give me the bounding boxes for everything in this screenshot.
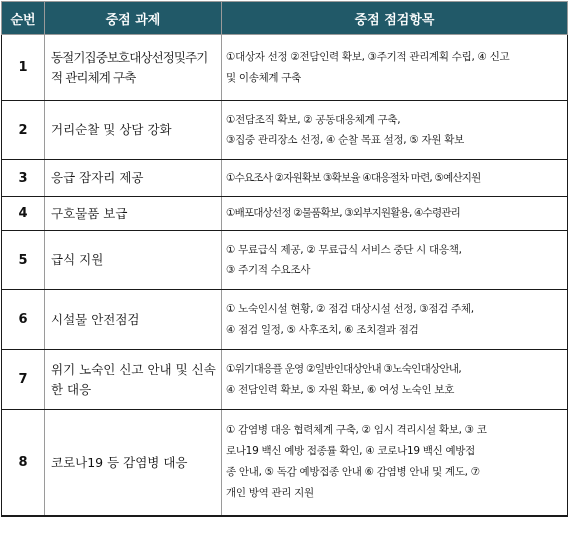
item-line: 로나19 백신 예방 접종률 확인, ④ 코로나19 백신 예방접 xyxy=(226,445,475,458)
row-items xyxy=(222,160,568,197)
row-task: 위기 노숙인 신고 안내 및 신속한 대응 xyxy=(45,350,222,410)
row-items xyxy=(222,410,568,516)
item-line: ①위기대응플 운영 ②일반인대상안내 ③노숙인대상안내, xyxy=(226,363,461,376)
table-row xyxy=(2,197,568,231)
table-row xyxy=(2,101,568,160)
item-line: ① 무료급식 제공, ② 무료급식 서비스 중단 시 대응책, xyxy=(226,243,462,256)
row-task: 급식 지원 xyxy=(45,231,222,290)
table-row xyxy=(2,231,568,290)
row-items xyxy=(222,197,568,231)
row-items xyxy=(222,35,568,101)
row-task: 응급 잠자리 제공 xyxy=(45,160,222,197)
item-line: ③ 주기적 수요조사 xyxy=(226,264,311,276)
row-task: 동절기집중보호대상선정및주기적 관리체계 구축 xyxy=(45,35,222,101)
item-line: ①전담조직 확보, ② 공동대응체계 구축, xyxy=(226,113,401,126)
item-line: ④ 점검 일정, ⑤ 사후조치, ⑥ 조치결과 점검 xyxy=(226,323,419,336)
row-items xyxy=(222,231,568,290)
row-task: 구호물품 보급 xyxy=(45,197,222,231)
item-line: ①대상자 선정 ②전담인력 확보, ③주기적 관리계획 수립, ④ 신고 xyxy=(226,51,510,64)
item-line: 및 이송체계 구축 xyxy=(226,71,301,84)
item-line: ①수요조사 ②자원확보 ③확보율 ④대응절차 마련, ⑤예산지원 xyxy=(226,171,481,184)
item-line: 종 안내, ⑤ 독감 예방접종 안내 ⑥ 감염병 안내 및 계도, ⑦ xyxy=(226,466,480,479)
table-row xyxy=(2,410,568,516)
row-num: 6 xyxy=(2,290,45,350)
row-num: 5 xyxy=(2,231,45,290)
row-items xyxy=(222,290,568,350)
table-row xyxy=(2,350,568,410)
header-items: 중점 점검항목 xyxy=(222,2,568,35)
table-row xyxy=(2,35,568,101)
row-task: 시설물 안전점검 xyxy=(45,290,222,350)
item-line: ① 감염병 대응 협력체계 구축, ② 임시 격리시설 확보, ③ 코 xyxy=(226,424,487,437)
row-task: 코로나19 등 감염병 대응 xyxy=(45,410,222,516)
table-row xyxy=(2,290,568,350)
header-task: 중점 과제 xyxy=(45,2,222,35)
inspection-table xyxy=(1,1,568,517)
row-num: 4 xyxy=(2,197,45,231)
row-num: 7 xyxy=(2,350,45,410)
item-line: ① 노숙인시설 현황, ② 점검 대상시설 선정, ③점검 주체, xyxy=(226,303,474,316)
row-num: 2 xyxy=(2,101,45,160)
row-items xyxy=(222,350,568,410)
row-num: 8 xyxy=(2,410,45,516)
item-line: ①배포대상선정 ②물품확보, ③외부지원활용, ④수령관리 xyxy=(226,207,461,220)
row-num: 3 xyxy=(2,160,45,197)
row-task: 거리순찰 및 상담 강화 xyxy=(45,101,222,160)
header-row xyxy=(2,2,568,35)
row-items xyxy=(222,101,568,160)
table-row xyxy=(2,160,568,197)
item-line: 개인 방역 관리 지원 xyxy=(226,487,314,500)
header-num: 순번 xyxy=(2,2,45,35)
row-num: 1 xyxy=(2,35,45,101)
item-line: ③집중 관리장소 선정, ④ 순찰 목표 설정, ⑤ 자원 확보 xyxy=(226,134,464,146)
item-line: ④ 전담인력 확보, ⑤ 자원 확보, ⑥ 여성 노숙인 보호 xyxy=(226,383,455,396)
